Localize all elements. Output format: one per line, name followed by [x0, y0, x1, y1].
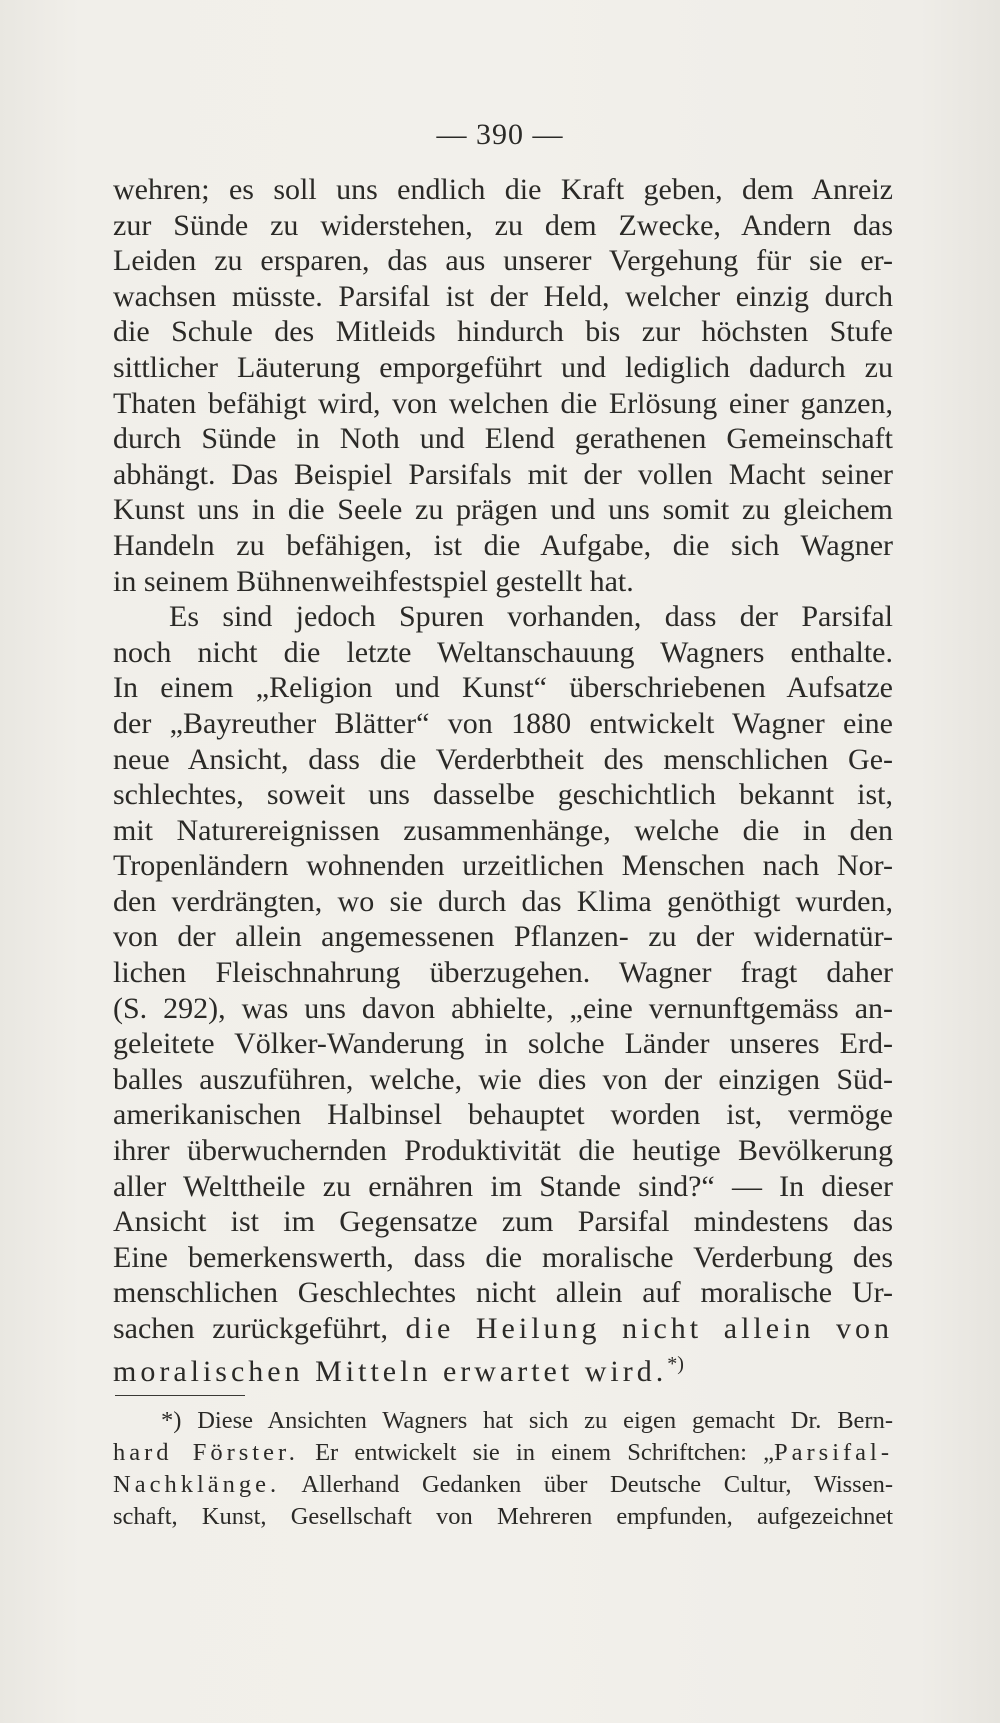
text-line: mit Naturereignissen zusammenhänge, welche die in den [113, 813, 893, 847]
page-number: — 390 — [436, 118, 564, 151]
footnote-marker: *) [667, 1352, 684, 1375]
text-line: zur Sünde zu widerstehen, zu dem Zwecke, Andern das [113, 208, 893, 242]
emphasized-text: Nachklänge. [113, 1471, 281, 1498]
text-line: wehren; es soll uns endlich die Kraft geben, dem Anreiz [113, 173, 893, 206]
text-line-mixed [113, 1347, 893, 1390]
text-line: sittlicher Läuterung emporgeführt und lediglich dadurch zu [113, 350, 893, 384]
text-line: (S. 292), was uns davon abhielte, „eine vernunftgemäss an- [113, 991, 893, 1025]
text-line: Handeln zu befähigen, ist die Aufgabe, die sich Wagner [113, 528, 893, 562]
text-line: in seinem Bühnenweihfestspiel gestellt hat. [113, 564, 634, 598]
text-line: schlechtes, soweit uns dasselbe geschichtlich bekannt ist, [113, 778, 893, 812]
emphasized-text: moralischen Mitteln erwartet wird. [113, 1354, 668, 1388]
text-segment: sachen zurückgeführt, [113, 1312, 388, 1345]
text-line: wachsen müsste. Parsifal ist der Held, welcher einzig durch [113, 279, 893, 313]
emphasized-text: die Heilung nicht allein von [405, 1312, 894, 1345]
text-line: In einem „Religion und Kunst“ überschriebenen Aufsatze [113, 671, 893, 705]
text-line: Tropenländern wohnenden urzeitlichen Menschen nach Nor- [113, 849, 893, 883]
text-line: neue Ansicht, dass die Verderbtheit des menschlichen Ge- [113, 742, 893, 776]
text-line: ihrer überwuchernden Produktivität die heutige Bevölkerung [113, 1134, 893, 1168]
text-line: noch nicht die letzte Weltanschauung Wagners enthalte. [113, 635, 893, 669]
emphasized-text: Parsifal- [774, 1439, 893, 1466]
text-line: geleitete Völker-Wanderung in solche Länder unseres Erd- [113, 1027, 893, 1061]
text-line: die Schule des Mitleids hindurch bis zur höchsten Stufe [113, 315, 893, 349]
text-line: von der allein angemessenen Pflanzen- zu der widernatür- [113, 920, 893, 954]
text-line: aller Welttheile zu ernähren im Stande sind?“ — In dieser [113, 1169, 893, 1203]
text-line: menschlichen Geschlechtes nicht allein auf moralische Ur- [113, 1276, 893, 1310]
footnote [113, 1405, 893, 1533]
footnote-divider [115, 1395, 245, 1396]
text-line: abhängt. Das Beispiel Parsifals mit der vollen Macht seiner [113, 457, 893, 491]
paragraph-start-line: Es sind jedoch Spuren vorhanden, dass der Parsifal [169, 600, 893, 634]
text-line-mixed [113, 1311, 893, 1347]
text-line: der „Bayreuther Blätter“ von 1880 entwickelt Wagner eine [113, 706, 893, 740]
text-line: Thaten befähigt wird, von welchen die Erlösung einer ganzen, [113, 386, 893, 420]
footnote-line-mixed [113, 1437, 893, 1469]
text-line: amerikanischen Halbinsel behauptet worden ist, vermöge [113, 1098, 893, 1132]
text-line: lichen Fleischnahrung überzugehen. Wagner fragt daher [113, 956, 893, 990]
footnote-line-mixed [113, 1469, 893, 1501]
text-segment: Er entwickelt sie in einem Schriftchen: „ [315, 1439, 774, 1466]
text-line: Leiden zu ersparen, das aus unserer Vergehung für sie er- [113, 244, 893, 278]
main-text [113, 172, 893, 1389]
text-line: durch Sünde in Noth und Elend gerathenen Gemeinschaft [113, 422, 893, 456]
emphasized-text: hard Förster. [113, 1439, 299, 1466]
text-line: den verdrängten, wo sie durch das Klima genöthigt wurden, [113, 884, 893, 918]
text-line: Eine bemerkenswerth, dass die moralische Verderbung des [113, 1240, 893, 1274]
footnote-line: schaft, Kunst, Gesellschaft von Mehreren empfunden, aufgezeichnet [113, 1503, 893, 1530]
text-line: Kunst uns in die Seele zu prägen und uns somit zu gleichem [113, 493, 893, 527]
text-segment: Allerhand Gedanken über Deutsche Cultur, Wissen- [301, 1471, 893, 1498]
text-line: balles auszuführen, welche, wie dies von der einzigen Süd- [113, 1062, 893, 1096]
footnote-line: *) Diese Ansichten Wagners hat sich zu eigen gemacht Dr. Bern- [161, 1407, 893, 1434]
text-line: Ansicht ist im Gegensatze zum Parsifal mindestens das [113, 1205, 893, 1239]
